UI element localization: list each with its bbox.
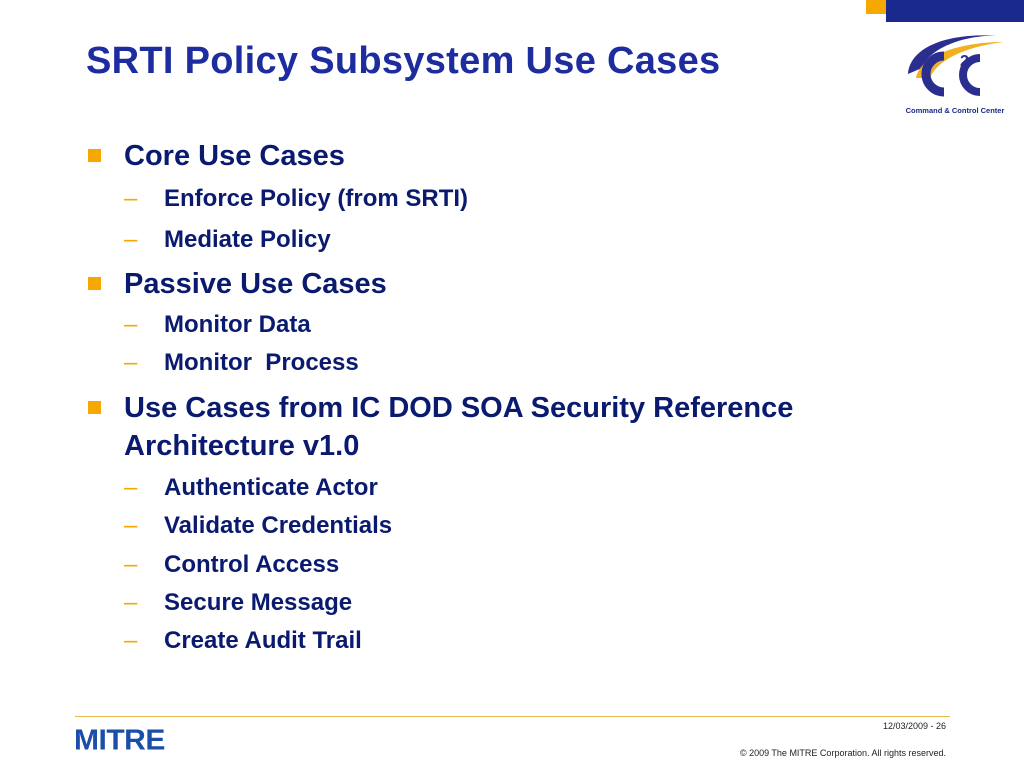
sub-bullet: [124, 348, 924, 378]
sub-bullet-text: Enforce Policy (from SRTI): [164, 185, 469, 212]
bullet-text: Passive Use Cases: [124, 268, 387, 300]
dash-bullet-icon: –: [124, 512, 138, 539]
footer-divider: [75, 716, 950, 717]
sub-bullet: [124, 626, 924, 656]
c2c-logo-mark-icon: [900, 26, 1010, 106]
square-bullet-icon: [88, 277, 101, 290]
bullet-text: Use Cases from IC DOD SOA Security Reference Architecture v1.0: [124, 392, 794, 462]
dash-bullet-icon: –: [124, 185, 138, 212]
dash-bullet-icon: –: [124, 551, 138, 578]
corner-accent-orange: [866, 0, 886, 14]
dash-bullet-icon: –: [124, 349, 138, 376]
sub-bullet: [124, 588, 924, 618]
sub-bullet-text: Secure Message: [164, 589, 353, 616]
sub-bullet: [124, 511, 924, 541]
dash-bullet-icon: –: [124, 474, 138, 501]
dash-bullet-icon: –: [124, 627, 138, 654]
sub-bullet-text: Monitor Process: [164, 349, 359, 376]
corner-accent-blue: [886, 0, 1024, 22]
c2c-logo: [900, 26, 1010, 116]
square-bullet-icon: [88, 401, 101, 414]
slide-title: SRTI Policy Subsystem Use Cases: [86, 40, 721, 82]
bullet-ic-dod-use-cases: [124, 389, 944, 465]
bullet-text: Core Use Cases: [124, 140, 345, 172]
logo-caption: Command & Control Center: [905, 106, 1005, 115]
dash-bullet-icon: –: [124, 311, 138, 338]
sub-bullet: [124, 473, 924, 503]
sub-bullet: [124, 550, 924, 580]
sub-bullet: [124, 310, 924, 340]
sub-bullet-text: Control Access: [164, 551, 340, 578]
sub-bullet-text: Validate Credentials: [164, 512, 393, 539]
footer-date-page: 12/03/2009 - 26: [882, 721, 946, 731]
sub-bullet-text: Create Audit Trail: [164, 627, 362, 654]
bullet-passive-use-cases: [124, 265, 944, 303]
sub-bullet: [124, 225, 924, 255]
sub-bullet: [124, 184, 924, 214]
footer-copyright: © 2009 The MITRE Corporation. All rights reserved.: [739, 748, 946, 758]
sub-bullet-text: Monitor Data: [164, 311, 311, 338]
mitre-logo: MITRE: [74, 724, 165, 757]
sub-bullet-text: Mediate Policy: [164, 226, 331, 253]
dash-bullet-icon: –: [124, 589, 138, 616]
bullet-core-use-cases: [124, 137, 944, 175]
square-bullet-icon: [88, 149, 101, 162]
dash-bullet-icon: –: [124, 226, 138, 253]
sub-bullet-text: Authenticate Actor: [164, 474, 378, 501]
svg-text:2: 2: [960, 53, 969, 70]
